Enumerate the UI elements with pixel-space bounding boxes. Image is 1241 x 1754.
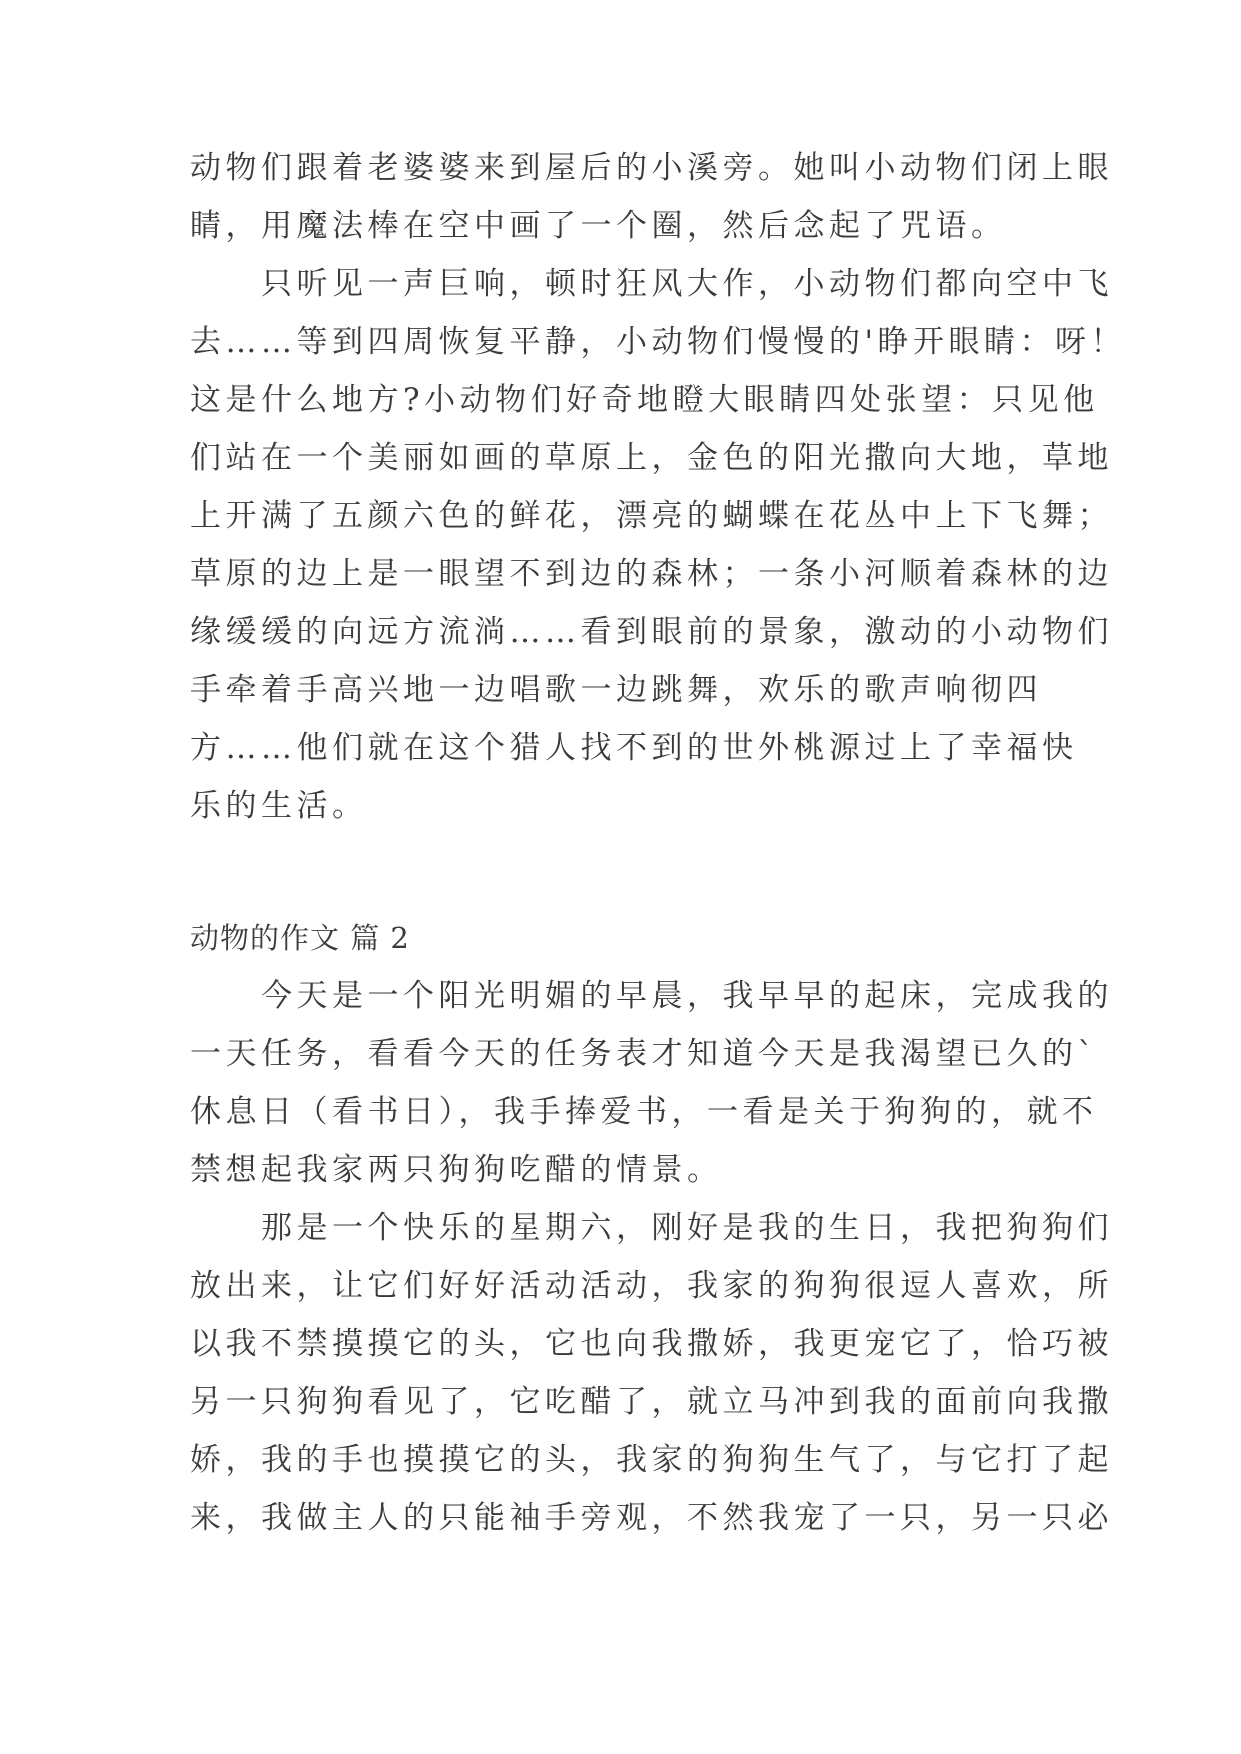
text-line: 一天任务，看看今天的任务表才知道今天是我渴望已久的` <box>190 1036 1098 1072</box>
text-line: 上开满了五颜六色的鲜花，漂亮的蝴蝶在花丛中上下飞舞； <box>190 498 1113 534</box>
text-line: 草原的边上是一眼望不到边的森林；一条小河顺着森林的边 <box>190 556 1113 592</box>
text-line: 休息日（看书日），我手捧爱书，一看是关于狗狗的，就不 <box>190 1094 1098 1130</box>
text-line: 来，我做主人的只能袖手旁观，不然我宠了一只，另一只必 <box>190 1500 1113 1536</box>
text-line: 放出来，让它们好好活动活动，我家的狗狗很逗人喜欢，所 <box>190 1268 1113 1304</box>
text-line: 去……等到四周恢复平静，小动物们慢慢的'睁开眼睛：呀！ <box>190 324 1127 360</box>
text-line: 手牵着手高兴地一边唱歌一边跳舞，欢乐的歌声响彻四 <box>190 672 1042 708</box>
text-line: 方……他们就在这个猎人找不到的世外桃源过上了幸福快 <box>190 730 1078 766</box>
text-line: 那是一个快乐的星期六，刚好是我的生日，我把狗狗们 <box>190 1210 1113 1246</box>
text-line: 动物们跟着老婆婆来到屋后的小溪旁。她叫小动物们闭上眼 <box>190 150 1113 186</box>
text-line: 睛，用魔法棒在空中画了一个圈，然后念起了咒语。 <box>190 208 1007 244</box>
text-line: 禁想起我家两只狗狗吃醋的情景。 <box>190 1152 723 1188</box>
text-line: 娇，我的手也摸摸它的头，我家的狗狗生气了，与它打了起 <box>190 1442 1113 1478</box>
text-line: 这是什么地方?小动物们好奇地瞪大眼睛四处张望：只见他 <box>190 382 1099 418</box>
section-heading: 动物的作文 篇 2 <box>190 921 410 955</box>
text-line: 只听见一声巨响，顿时狂风大作，小动物们都向空中飞 <box>190 266 1113 302</box>
text-line: 缘缓缓的向远方流淌……看到眼前的景象，激动的小动物们 <box>190 614 1113 650</box>
text-line: 们站在一个美丽如画的草原上，金色的阳光撒向大地，草地 <box>190 440 1113 476</box>
text-line: 乐的生活。 <box>190 788 368 824</box>
text-line: 另一只狗狗看见了，它吃醋了，就立马冲到我的面前向我撒 <box>190 1384 1113 1420</box>
text-line: 今天是一个阳光明媚的早晨，我早早的起床，完成我的 <box>190 978 1113 1014</box>
text-line: 以我不禁摸摸它的头，它也向我撒娇，我更宠它了，恰巧被 <box>190 1326 1113 1362</box>
